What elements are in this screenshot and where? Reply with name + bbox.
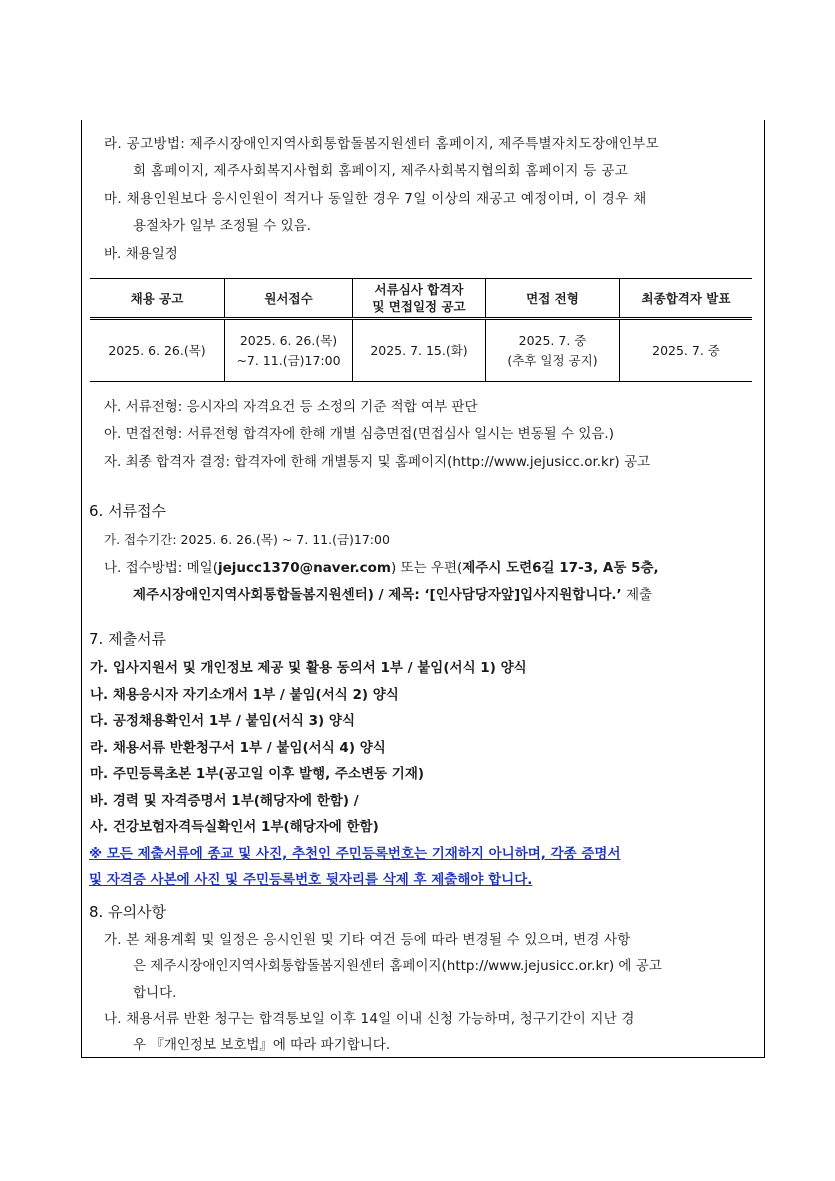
schedule-cell: 2025. 7. 중 [620, 319, 753, 382]
sec6-item-na-line1 [104, 559, 659, 577]
sec7-item: 가. 입사지원서 및 개인정보 제공 및 활용 동의서 1부 / 붙임(서식 1) 양식 [90, 660, 527, 676]
item-a: 아. 면접전형: 서류전형 합격자에 한해 개별 심층면접(면접심사 일시는 변동될 수 있음.) [104, 426, 614, 442]
item-ma-line1: 마. 채용인원보다 응시인원이 적거나 동일한 경우 7일 이상의 재공고 예정이며, 이 경우 채 [104, 191, 647, 207]
sec8-item-na-line1: 나. 채용서류 반환 청구는 합격통보일 이후 14일 이내 신청 가능하며, 청구기간이 지난 경 [104, 1011, 635, 1027]
item-ja: 자. 최종 합격자 결정: 합격자에 한해 개별통지 및 홈페이지(http://www.jejusicc.or.kr) 공고 [104, 454, 651, 470]
schedule-header: 면접 전형 [486, 279, 620, 319]
section-6-title: 6. 서류접수 [89, 502, 167, 520]
sec8-item-ga-line2: 은 제주시장애인지역사회통합돌봄지원센터 홈페이지(http://www.jejusicc.or.kr) 에 공고 [133, 958, 662, 974]
schedule-table [90, 278, 752, 382]
mail-address: 제주시 도련6길 17-3, A동 5층, [462, 560, 659, 576]
schedule-cell: 2025. 6. 26.(목) [90, 319, 225, 382]
item-ra-line1: 라. 공고방법: 제주시장애인지역사회통합돌봄지원센터 홈페이지, 제주특별자치도장애인부모 [104, 136, 659, 152]
schedule-header: 최종합격자 발표 [620, 279, 753, 319]
item-ra-line2: 회 홈페이지, 제주사회복지사협회 홈페이지, 제주사회복지협의회 홈페이지 등 공고 [133, 163, 628, 179]
email-address: jejucc1370@naver.com [217, 560, 391, 576]
sec8-item-ga-line1: 가. 본 채용계획 및 일정은 응시인원 및 기타 여건 등에 따라 변경될 수 있으며, 변경 사항 [104, 932, 631, 948]
sec7-item: 다. 공정채용확인서 1부 / 붙임(서식 3) 양식 [90, 713, 355, 729]
sec6-na-mid: ) 또는 우편( [390, 560, 463, 576]
sec6-na-prefix: 나. 접수방법: 메일( [104, 560, 218, 576]
sec7-item: 나. 채용응시자 자기소개서 1부 / 붙임(서식 2) 양식 [90, 687, 399, 703]
schedule-header: 서류심사 합격자 및 면접일정 공고 [353, 279, 486, 319]
schedule-row [90, 319, 752, 382]
item-sa: 사. 서류전형: 응시자의 자격요건 등 소정의 기준 적합 여부 판단 [104, 399, 478, 415]
sec7-item: 사. 건강보험자격득실확인서 1부(해당자에 한함) [90, 819, 379, 835]
schedule-header-row [90, 279, 752, 319]
schedule-cell: 2025. 7. 중 (추후 일정 공지) [486, 319, 620, 382]
section-7-title: 7. 제출서류 [89, 630, 167, 648]
schedule-header: 채용 공고 [90, 279, 225, 319]
item-ma-line2: 용절차가 일부 조정될 수 있음. [133, 218, 311, 234]
item-ba: 바. 채용일정 [104, 246, 178, 262]
sec6-item-na-line2 [133, 586, 652, 604]
schedule-header: 원서접수 [225, 279, 353, 319]
sec8-item-na-line2: 우 『개인정보 보호법』에 따라 파기합니다. [133, 1037, 391, 1053]
sec8-item-ga-line3: 합니다. [133, 985, 177, 1001]
schedule-cell: 2025. 7. 15.(화) [353, 319, 486, 382]
sec6-na-end: 제출 [625, 587, 653, 603]
sec7-item: 바. 경력 및 자격증명서 1부(해당자에 한함) / [90, 793, 359, 809]
sec7-item: 라. 채용서류 반환청구서 1부 / 붙임(서식 4) 양식 [90, 740, 386, 756]
sec6-item-ga: 가. 접수기간: 2025. 6. 26.(목) ~ 7. 11.(금)17:00 [104, 532, 390, 547]
notice-line2: 및 자격증 사본에 사진 및 주민등록번호 뒷자리를 삭제 후 제출해야 합니다. [89, 872, 533, 888]
sec7-item: 마. 주민등록초본 1부(공고일 이후 발행, 주소변동 기재) [90, 766, 425, 782]
section-8-title: 8. 유의사항 [89, 903, 167, 921]
schedule-cell: 2025. 6. 26.(목) ~7. 11.(금)17:00 [225, 319, 353, 382]
sec6-na-subject: 제주시장애인지역사회통합돌봄지원센터) / 제목: ‘[인사담당자앞]입사지원합니다.’ [133, 587, 622, 603]
notice-line1: ※ 모든 제출서류에 종교 및 사진, 추천인 주민등록번호는 기재하지 아니하며, 각종 증명서 [89, 846, 621, 862]
